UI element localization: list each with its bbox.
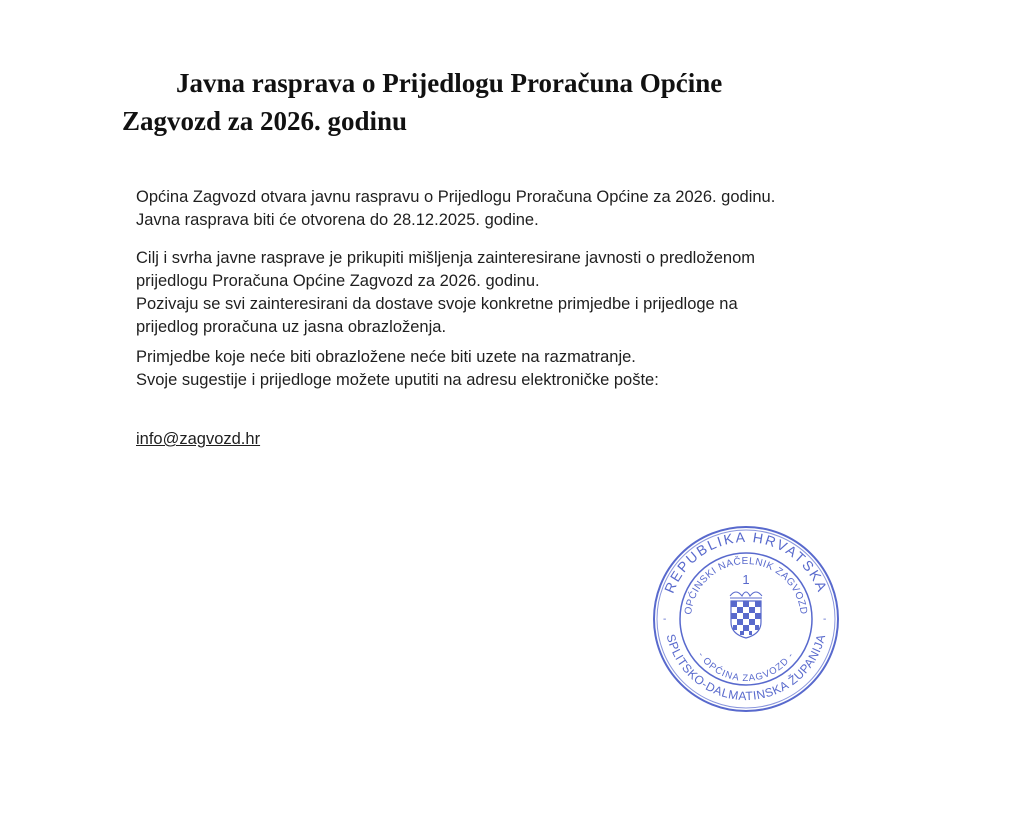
text-line: Općina Zagvozd otvara javnu raspravu o Prijedlogu Proračuna Općine za 2026. godinu.	[136, 188, 776, 206]
text-line: Primjedbe koje neće biti obrazložene neće biti uzete na razmatranje.	[136, 348, 636, 366]
svg-text:SPLITSKO-DALMATINSKA ŽUPANIJA: SPLITSKO-DALMATINSKA ŽUPANIJA	[663, 632, 829, 704]
text-line: Javna rasprava biti će otvorena do 28.12.2025. godine.	[136, 211, 539, 229]
official-stamp-icon	[651, 524, 841, 714]
text-line: Pozivaju se svi zainteresirani da dostave svoje konkretne primjedbe i prijedloge na	[136, 295, 738, 313]
title-line-2: Zagvozd za 2026. godinu	[122, 106, 408, 136]
svg-text:1: 1	[742, 572, 750, 587]
coat-of-arms-icon	[730, 592, 762, 638]
svg-text:- OPĆINA ZAGVOZD -: - OPĆINA ZAGVOZD -	[695, 650, 797, 685]
text-line: Svoje sugestije i prijedloge možete uputiti na adresu elektroničke pošte:	[136, 371, 659, 389]
text-line: prijedlog proračuna uz jasna obrazloženja.	[136, 318, 447, 336]
email-link[interactable]: info@zagvozd.hr	[136, 430, 261, 448]
text-line: prijedlogu Proračuna Općine Zagvozd za 2026. godinu.	[136, 272, 540, 290]
svg-text:-: -	[823, 614, 827, 625]
svg-text:-: -	[663, 614, 667, 625]
svg-text:REPUBLIKA HRVATSKA: REPUBLIKA HRVATSKA	[660, 528, 832, 596]
title-line-1: Javna rasprava o Prijedlogu Proračuna Općine	[176, 68, 723, 98]
paragraph-instructions	[136, 346, 916, 392]
paragraph-announcement	[136, 186, 916, 232]
document-title	[122, 64, 882, 140]
paragraph-purpose	[136, 247, 916, 339]
text-line: Cilj i svrha javne rasprave je prikupiti mišljenja zainteresirane javnosti o predloženom	[136, 249, 756, 267]
svg-text:OPĆINSKI NAČELNIK ZAGVOZD: OPĆINSKI NAČELNIK ZAGVOZD	[683, 555, 809, 616]
